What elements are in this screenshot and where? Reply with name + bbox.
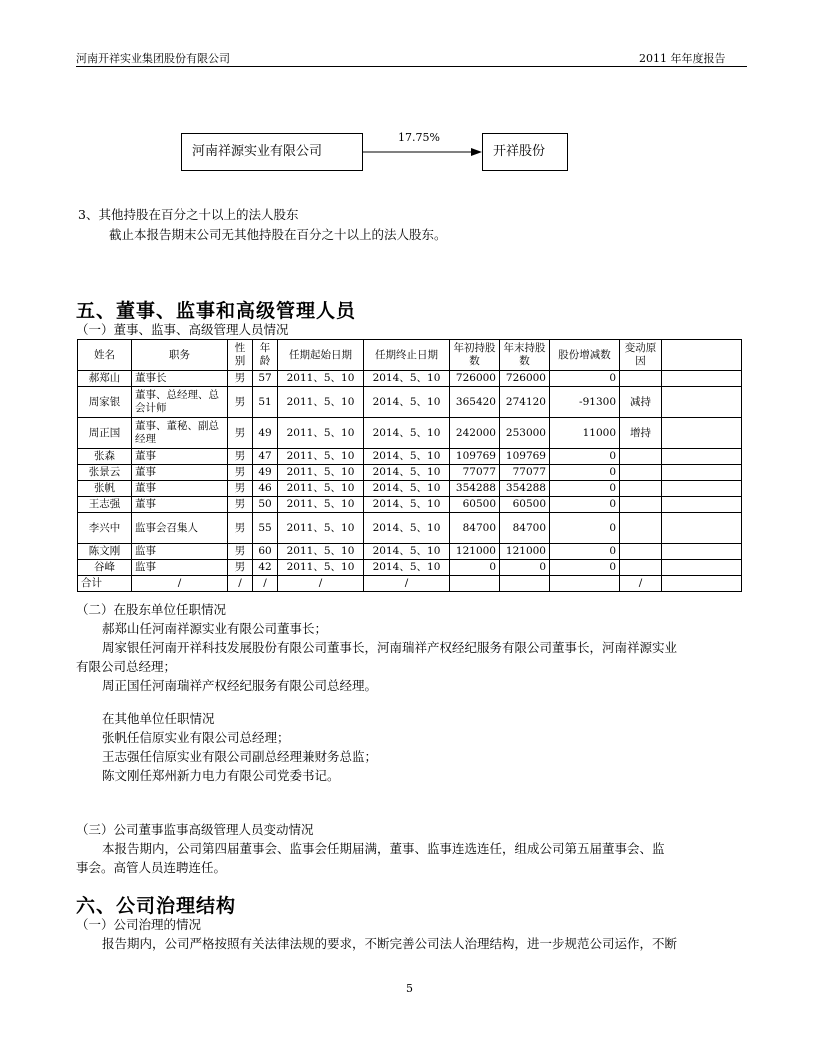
table-cell: 2014、5、10	[364, 449, 450, 465]
table-cell: 减持	[620, 387, 662, 418]
table-cell: 2011、5、10	[278, 560, 364, 576]
table-header-cell: 姓名	[78, 340, 132, 371]
table-cell: 49	[253, 465, 278, 481]
table-cell: 55	[253, 513, 278, 544]
table-total-cell	[450, 576, 500, 592]
table-total-cell-empty	[662, 576, 742, 592]
table-cell	[620, 497, 662, 513]
table-cell: 李兴中	[78, 513, 132, 544]
section6-sub1: （一）公司治理的情况	[76, 917, 202, 932]
table-cell: 2011、5、10	[278, 418, 364, 449]
table-cell: 121000	[450, 544, 500, 560]
table-cell: 0	[500, 560, 550, 576]
table-cell	[620, 513, 662, 544]
table-cell: 2014、5、10	[364, 513, 450, 544]
table-cell: 253000	[500, 418, 550, 449]
table-cell: 2014、5、10	[364, 544, 450, 560]
table-cell-empty	[662, 497, 742, 513]
table-cell: 354288	[450, 481, 500, 497]
table-cell: 男	[228, 513, 253, 544]
table-cell: 张景云	[78, 465, 132, 481]
table-row	[78, 418, 742, 449]
table-cell: 46	[253, 481, 278, 497]
table-cell-empty	[662, 465, 742, 481]
table-total-cell: /	[278, 576, 364, 592]
table-row	[78, 544, 742, 560]
table-cell: 2011、5、10	[278, 371, 364, 387]
table-cell: 57	[253, 371, 278, 387]
table-cell: 0	[550, 449, 620, 465]
table-cell: 60500	[500, 497, 550, 513]
management-table	[77, 339, 742, 592]
table-header-cell: 变动原因	[620, 340, 662, 371]
table-cell: 121000	[500, 544, 550, 560]
table-cell: 2011、5、10	[278, 544, 364, 560]
table-cell: 726000	[450, 371, 500, 387]
table-cell: 男	[228, 387, 253, 418]
table-cell: 王志强	[78, 497, 132, 513]
table-row	[78, 560, 742, 576]
table-cell: 51	[253, 387, 278, 418]
table-cell: 60500	[450, 497, 500, 513]
table-cell: 董事、董秘、副总经理	[132, 418, 228, 449]
table-cell: 2011、5、10	[278, 449, 364, 465]
other-line-2: 王志强任信原实业有限公司副总经理兼财务总监；	[102, 749, 378, 764]
diagram-target-box: 开祥股份	[482, 133, 568, 171]
sub2-line-2: 周家银任河南开祥科技发展股份有限公司董事长，河南瑞祥产权经纪服务有限公司董事长，河南祥源实业	[102, 640, 678, 655]
table-header-row	[78, 340, 742, 371]
table-cell: 0	[550, 465, 620, 481]
table-cell: 77077	[500, 465, 550, 481]
table-total-cell: /	[228, 576, 253, 592]
table-cell: 2011、5、10	[278, 497, 364, 513]
table-cell: 0	[550, 544, 620, 560]
table-cell: 监事	[132, 560, 228, 576]
table-header-cell: 任期起始日期	[278, 340, 364, 371]
table-cell: 77077	[450, 465, 500, 481]
diagram-arrow	[363, 145, 483, 159]
table-cell: 274120	[500, 387, 550, 418]
table-total-cell: /	[620, 576, 662, 592]
table-cell: 2014、5、10	[364, 465, 450, 481]
table-cell: 男	[228, 497, 253, 513]
table-cell-empty	[662, 544, 742, 560]
table-header-cell: 股份增减数	[550, 340, 620, 371]
other-line-3: 陈文刚任郑州新力电力有限公司党委书记。	[102, 768, 340, 783]
table-cell: 增持	[620, 418, 662, 449]
table-cell: 郝郑山	[78, 371, 132, 387]
other-line-1: 张帆任信原实业有限公司总经理；	[102, 730, 290, 745]
table-cell-empty	[662, 418, 742, 449]
table-cell: 2014、5、10	[364, 371, 450, 387]
table-cell: 0	[550, 560, 620, 576]
section5-sub3: （三）公司董事监事高级管理人员变动情况	[76, 822, 314, 837]
table-total-cell: /	[364, 576, 450, 592]
table-cell: 张帆	[78, 481, 132, 497]
table-cell: 242000	[450, 418, 500, 449]
table-cell: 张森	[78, 449, 132, 465]
table-cell: 监事会召集人	[132, 513, 228, 544]
page-number: 5	[406, 982, 413, 995]
table-row	[78, 497, 742, 513]
table-cell: 男	[228, 418, 253, 449]
table-cell	[620, 544, 662, 560]
section3-title: 3、其他持股在百分之十以上的法人股东	[78, 207, 299, 222]
table-cell: 男	[228, 449, 253, 465]
table-cell: 男	[228, 371, 253, 387]
table-header-cell: 年末持股数	[500, 340, 550, 371]
table-cell: 84700	[450, 513, 500, 544]
table-header-cell: 任期终止日期	[364, 340, 450, 371]
table-cell	[620, 449, 662, 465]
table-cell-empty	[662, 513, 742, 544]
sub3-line-1: 本报告期内，公司第四届董事会、监事会任期届满，董事、监事连选连任，组成公司第五届董事会、监	[102, 841, 665, 856]
table-row	[78, 387, 742, 418]
table-row	[78, 481, 742, 497]
table-cell-empty	[662, 387, 742, 418]
table-cell-empty	[662, 481, 742, 497]
table-row	[78, 371, 742, 387]
sub2-line-1: 郝郑山任河南祥源实业有限公司董事长；	[102, 621, 328, 636]
table-cell: 2011、5、10	[278, 481, 364, 497]
table-cell	[620, 465, 662, 481]
table-cell-empty	[662, 560, 742, 576]
table-cell	[620, 481, 662, 497]
section5-heading: 五、董事、监事和高级管理人员	[76, 300, 357, 322]
table-cell: 0	[450, 560, 500, 576]
table-total-cell: /	[132, 576, 228, 592]
table-cell: 0	[550, 497, 620, 513]
table-header-cell-empty	[662, 340, 742, 371]
table-cell-empty	[662, 371, 742, 387]
header-divider	[76, 66, 747, 67]
table-cell: 监事	[132, 544, 228, 560]
table-cell: 2011、5、10	[278, 465, 364, 481]
table-cell: 2014、5、10	[364, 387, 450, 418]
diagram-percent-label: 17.75%	[398, 131, 440, 144]
table-cell: 365420	[450, 387, 500, 418]
table-total-cell: /	[253, 576, 278, 592]
other-positions-title: 在其他单位任职情况	[102, 711, 215, 726]
section6-line: 报告期内，公司严格按照有关法律法规的要求，不断完善公司法人治理结构，进一步规范公司运作，不断	[102, 936, 678, 951]
sub2-line-4: 周正国任河南瑞祥产权经纪服务有限公司总经理。	[102, 678, 378, 693]
table-cell: 354288	[500, 481, 550, 497]
table-header-cell: 职务	[132, 340, 228, 371]
table-total-row	[78, 576, 742, 592]
table-cell: 董事	[132, 481, 228, 497]
table-cell: 董事	[132, 449, 228, 465]
table-row	[78, 449, 742, 465]
table-cell: 周正国	[78, 418, 132, 449]
table-cell: 49	[253, 418, 278, 449]
table-header-cell: 性别	[228, 340, 253, 371]
table-cell: 男	[228, 481, 253, 497]
table-cell: 2014、5、10	[364, 497, 450, 513]
table-cell: 47	[253, 449, 278, 465]
table-cell-empty	[662, 449, 742, 465]
table-cell: 0	[550, 481, 620, 497]
table-cell: 84700	[500, 513, 550, 544]
table-cell: 2014、5、10	[364, 560, 450, 576]
section6-heading: 六、公司治理结构	[76, 895, 237, 917]
table-cell: 男	[228, 465, 253, 481]
table-row	[78, 513, 742, 544]
table-cell: 109769	[450, 449, 500, 465]
table-cell: 谷峰	[78, 560, 132, 576]
table-total-cell	[550, 576, 620, 592]
table-total-cell	[500, 576, 550, 592]
table-cell: 109769	[500, 449, 550, 465]
table-row	[78, 465, 742, 481]
table-cell	[620, 371, 662, 387]
sub3-line-2: 事会。高管人员连聘连任。	[76, 860, 227, 875]
header-report-title: 2011 年年度报告	[639, 52, 726, 65]
table-cell: 男	[228, 544, 253, 560]
table-cell: 董事	[132, 497, 228, 513]
table-header-cell: 年初持股数	[450, 340, 500, 371]
table-cell: 2014、5、10	[364, 418, 450, 449]
table-cell: 2011、5、10	[278, 387, 364, 418]
section5-sub1: （一）董事、监事、高级管理人员情况	[76, 322, 289, 337]
section3-text: 截止本报告期末公司无其他持股在百分之十以上的法人股东。	[109, 227, 447, 242]
table-cell: 50	[253, 497, 278, 513]
header-company: 河南开祥实业集团股份有限公司	[76, 52, 230, 65]
table-cell: 周家银	[78, 387, 132, 418]
table-cell: 0	[550, 513, 620, 544]
table-cell: 陈文刚	[78, 544, 132, 560]
table-header-cell: 年龄	[253, 340, 278, 371]
table-cell: 董事长	[132, 371, 228, 387]
table-cell: -91300	[550, 387, 620, 418]
table-cell: 11000	[550, 418, 620, 449]
section5-sub2: （二）在股东单位任职情况	[76, 602, 227, 617]
table-cell: 男	[228, 560, 253, 576]
table-cell: 2011、5、10	[278, 513, 364, 544]
sub2-line-3: 有限公司总经理；	[76, 659, 177, 674]
table-cell: 董事	[132, 465, 228, 481]
table-total-cell: 合计	[78, 576, 132, 592]
table-cell: 42	[253, 560, 278, 576]
table-cell: 726000	[500, 371, 550, 387]
table-cell: 0	[550, 371, 620, 387]
table-cell	[620, 560, 662, 576]
table-cell: 2014、5、10	[364, 481, 450, 497]
table-cell: 董事、总经理、总会计师	[132, 387, 228, 418]
diagram-source-box: 河南祥源实业有限公司	[181, 133, 363, 171]
table-cell: 60	[253, 544, 278, 560]
